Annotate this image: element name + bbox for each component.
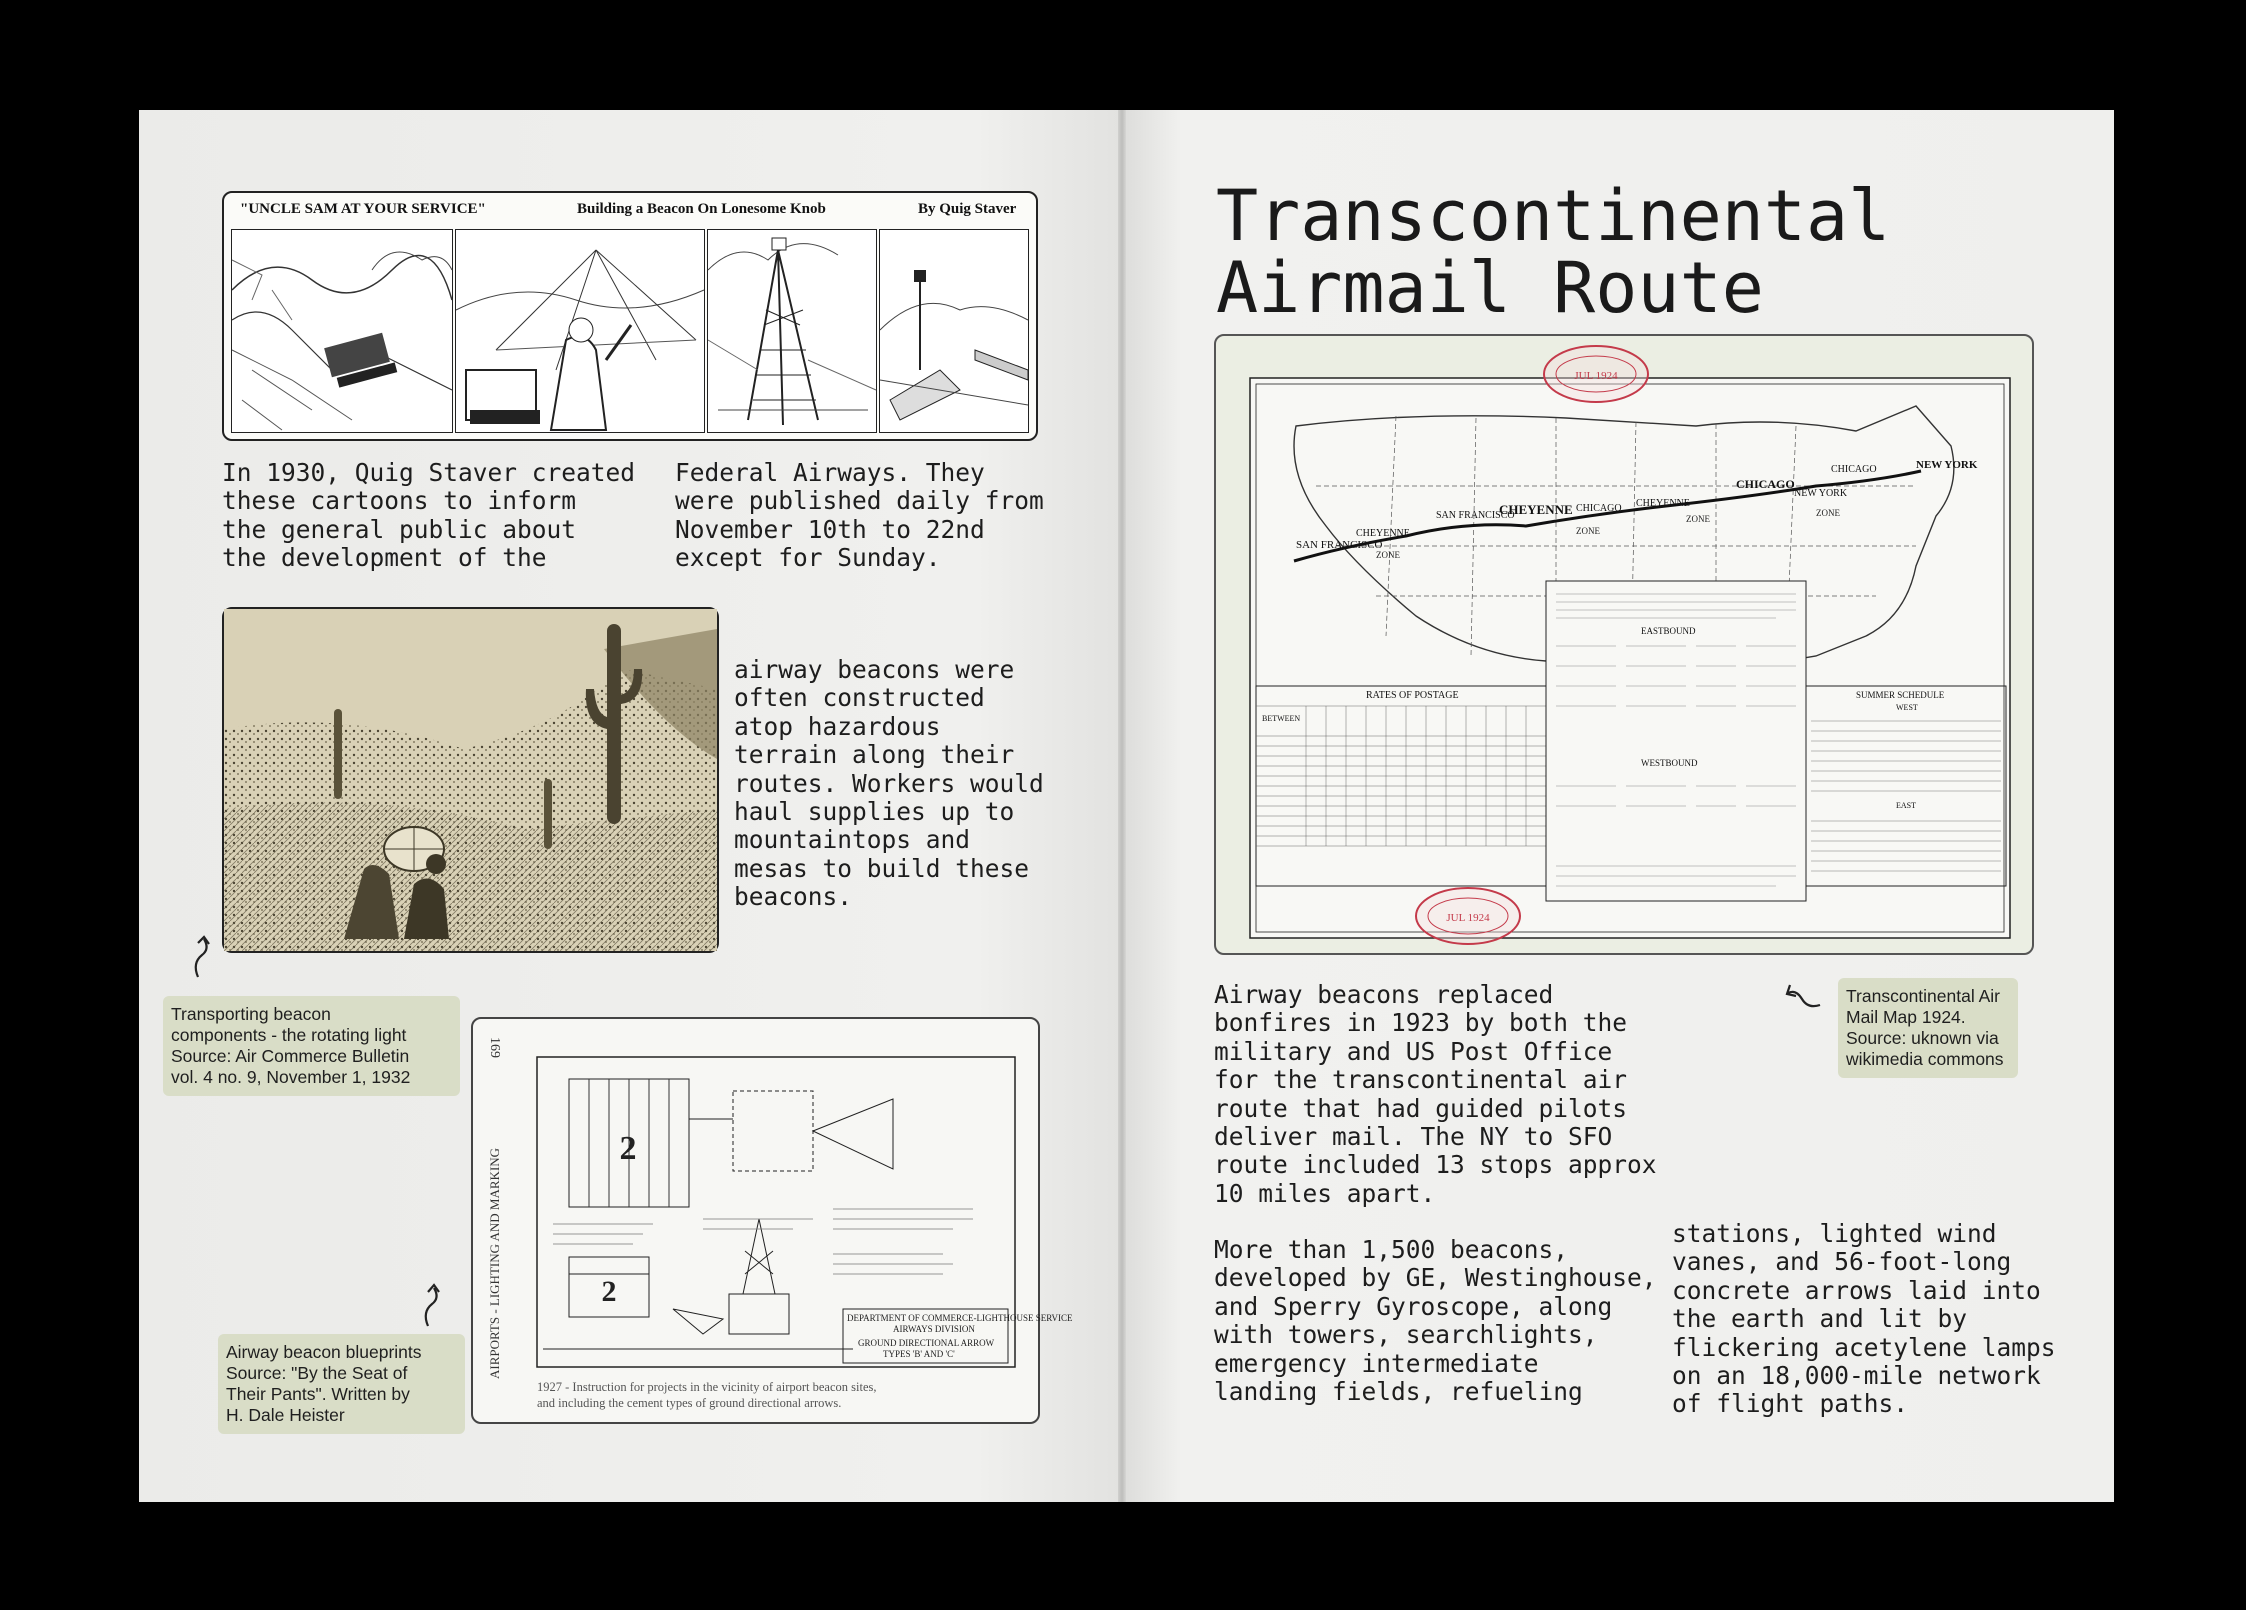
- map-city-chi1: CHICAGO: [1576, 503, 1622, 514]
- map-city-chy2: CHEYENNE: [1499, 502, 1573, 517]
- blueprint-side-label: AIRPORTS - LIGHTING AND MARKING: [487, 1147, 502, 1379]
- comic-subtitle: Building a Beacon On Lonesome Knob: [577, 201, 826, 217]
- blueprint-dept-line2: AIRWAYS DIVISION: [893, 1324, 975, 1334]
- comic-header: [224, 193, 1036, 233]
- stamp-date: JUL 1924: [1446, 912, 1490, 924]
- map-city-ny1: NEW YORK: [1794, 488, 1848, 499]
- comic-panel-2: [455, 229, 705, 433]
- caption-blueprint: Airway beacon blueprints Source: "By the Seat of Their Pants". Written by H. Dale Heister: [218, 1334, 465, 1434]
- postmark-stamp-bottom: [1416, 888, 1520, 944]
- schedule-west: WEST: [1896, 703, 1918, 712]
- beacons-history-text: Airway beacons replaced bonfires in 1923 by both the military and US Post Office for the transcontinental air route that had guided pilots deliver mail. The NY to SFO route included 13 stops approx 10 miles apart.: [1214, 980, 1657, 1208]
- intro-text-col2: Federal Airways. They were published daily from November 10th to 22nd except for Sunday.: [675, 458, 1044, 573]
- map-city-chi3: CHICAGO: [1831, 464, 1877, 475]
- blueprint-dept-line3: GROUND DIRECTIONAL ARROW: [858, 1338, 995, 1348]
- postmark-stamp-top: [1544, 346, 1648, 402]
- beacons-network-text-col1: More than 1,500 beacons, developed by GE, Westinghouse, and Sperry Gyroscope, along with towers, searchlights, emergency intermediate landing fields, refueling: [1214, 1235, 1657, 1407]
- comic-title: "UNCLE SAM AT YOUR SERVICE": [240, 201, 486, 217]
- blueprint-footer-line2: and including the cement types of ground directional arrows.: [537, 1396, 842, 1410]
- map-city-sf1: SAN FRANCISCO: [1296, 539, 1383, 551]
- blueprint-numeral-upper: 2: [619, 1130, 637, 1167]
- beacons-network-text-col2: stations, lighted wind vanes, and 56-foot-long concrete arrows laid into the earth and lit by flickering acetylene lamps on an 18,000-mile network of flight paths.: [1672, 1219, 2056, 1419]
- comic-panel-1: [231, 229, 453, 433]
- spine-gutter: [1118, 110, 1126, 1502]
- desert-beacon-illustration: [222, 607, 719, 953]
- blueprint-dept-line4: TYPES 'B' AND 'C': [883, 1349, 955, 1359]
- comic-strip: [222, 191, 1038, 441]
- map-city-sf2: SAN FRANCISCO: [1436, 510, 1515, 521]
- stamp-date: JUL 1924: [1574, 370, 1618, 382]
- curved-arrow-icon: [190, 933, 230, 983]
- schedule-header: SUMMER SCHEDULE: [1856, 690, 1945, 700]
- map-city-chi2: CHICAGO: [1736, 477, 1795, 491]
- blueprint-footer-line1: 1927 - Instruction for projects in the vicinity of airport beacon sites,: [537, 1380, 877, 1394]
- map-city-chy1: CHEYENNE: [1356, 528, 1410, 539]
- map-city-chy3: CHEYENNE: [1636, 498, 1690, 509]
- eastbound-label: EASTBOUND: [1641, 626, 1696, 636]
- map-city-ny2: NEW YORK: [1916, 459, 1978, 471]
- caption-transport: Transporting beacon components - the rotating light Source: Air Commerce Bulletin vol. 4 no. 9, November 1, 1932: [163, 996, 460, 1096]
- blueprint-dept-line1: DEPARTMENT OF COMMERCE-LIGHTHOUSE SERVICE: [847, 1313, 1073, 1323]
- airmail-map-1924: [1214, 334, 2034, 955]
- curved-arrow-icon: [1784, 975, 1824, 1025]
- westbound-label: WESTBOUND: [1641, 758, 1698, 768]
- page-title: Transcontinental Airmail Route: [1216, 175, 1891, 329]
- curved-arrow-icon: [418, 1280, 458, 1330]
- intro-text-col1: In 1930, Quig Staver created these cartoons to inform the general public about the development of the: [222, 458, 636, 573]
- blueprint-numeral-lower: 2: [601, 1275, 617, 1308]
- comic-byline: By Quig Staver: [918, 201, 1017, 217]
- blueprint-page-number: 169: [487, 1037, 502, 1058]
- comic-panel-3: [707, 229, 877, 433]
- comic-panel-4: [879, 229, 1029, 433]
- map-zone-label: ZONE: [1686, 514, 1710, 524]
- postage-between: BETWEEN: [1262, 714, 1301, 723]
- map-zone-label: ZONE: [1376, 550, 1400, 560]
- map-zone-label: ZONE: [1576, 526, 1600, 536]
- caption-map: Transcontinental Air Mail Map 1924. Source: uknown via wikimedia commons: [1838, 978, 2018, 1078]
- beacon-terrain-text: airway beacons were often constructed atop hazardous terrain along their routes. Workers would haul supplies up to mountaintops and mesas to build these beacons.: [734, 655, 1044, 912]
- map-zone-label: ZONE: [1816, 508, 1840, 518]
- beacon-blueprint: [471, 1017, 1073, 1424]
- postage-table-header: RATES OF POSTAGE: [1366, 690, 1459, 701]
- schedule-east: EAST: [1896, 801, 1916, 810]
